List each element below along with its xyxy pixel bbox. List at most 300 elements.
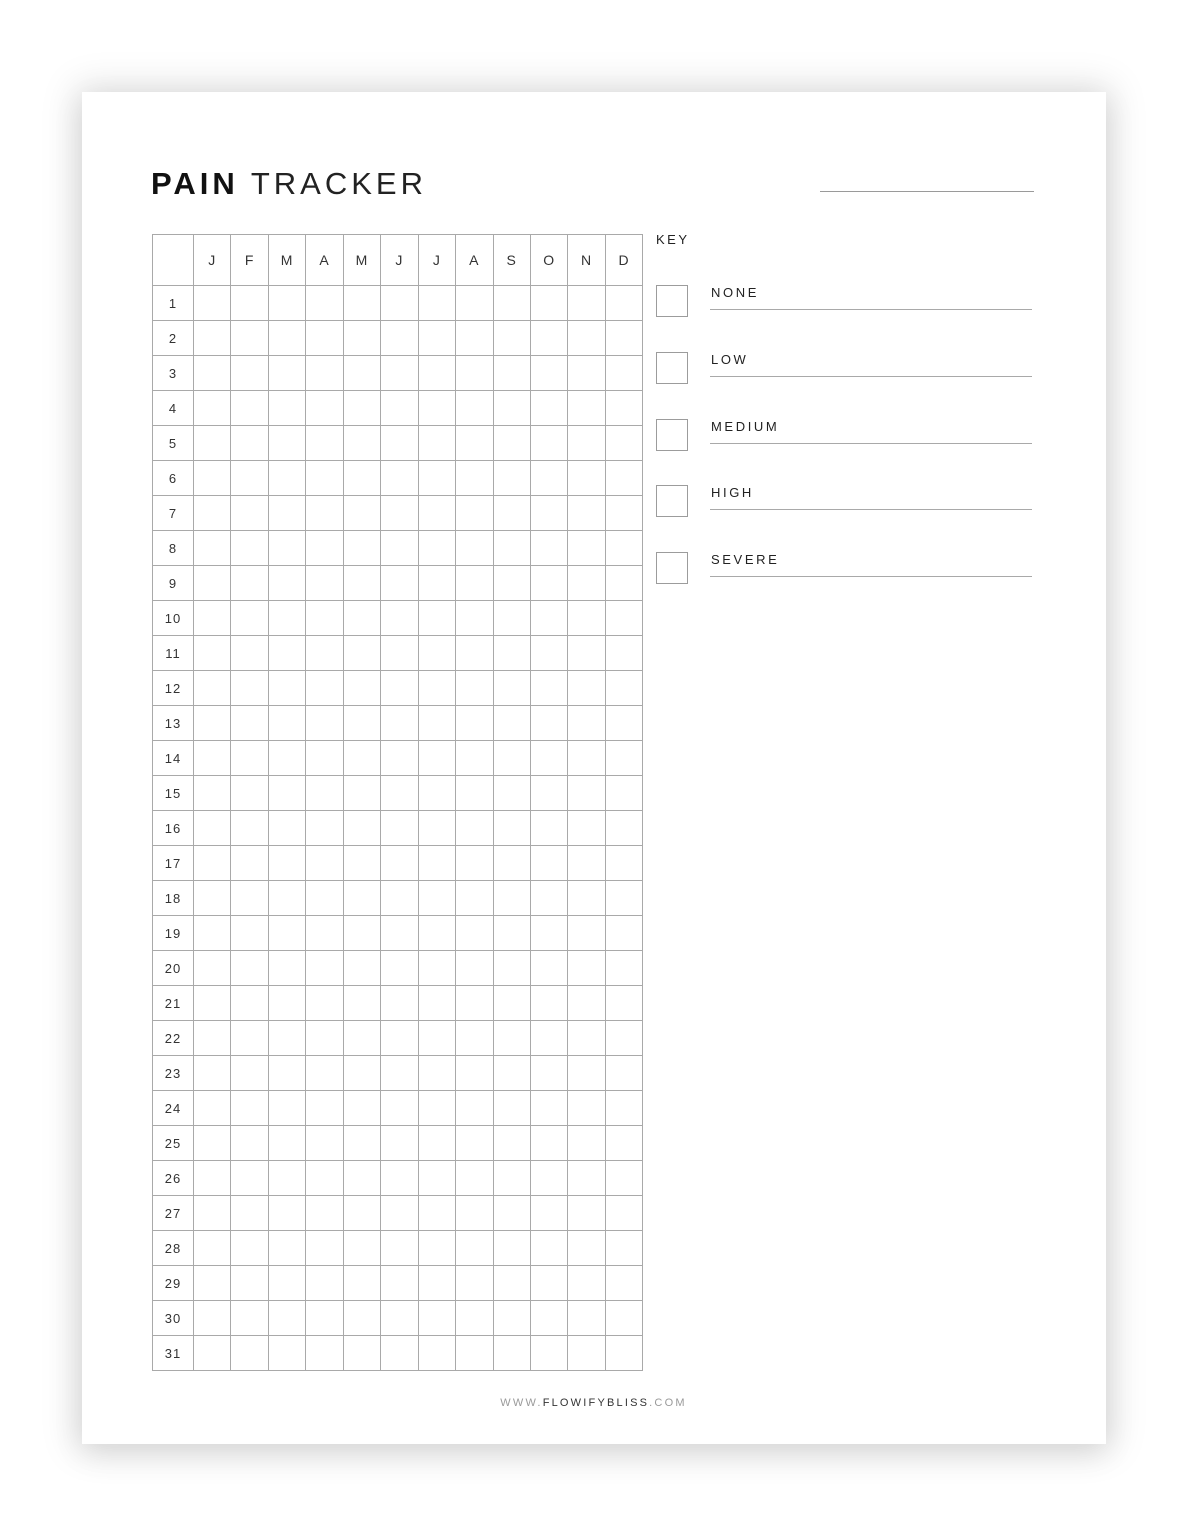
tracker-cell[interactable] (381, 566, 418, 601)
tracker-cell[interactable] (493, 496, 530, 531)
tracker-cell[interactable] (231, 1021, 268, 1056)
tracker-cell[interactable] (530, 286, 567, 321)
tracker-cell[interactable] (194, 881, 231, 916)
tracker-cell[interactable] (343, 1231, 380, 1266)
tracker-cell[interactable] (530, 881, 567, 916)
tracker-cell[interactable] (418, 601, 455, 636)
tracker-cell[interactable] (530, 951, 567, 986)
tracker-cell[interactable] (306, 426, 343, 461)
tracker-cell[interactable] (418, 1196, 455, 1231)
tracker-cell[interactable] (268, 601, 305, 636)
tracker-cell[interactable] (268, 1161, 305, 1196)
tracker-cell[interactable] (306, 286, 343, 321)
tracker-cell[interactable] (605, 286, 642, 321)
tracker-cell[interactable] (418, 951, 455, 986)
tracker-cell[interactable] (456, 811, 493, 846)
tracker-cell[interactable] (418, 531, 455, 566)
tracker-cell[interactable] (456, 566, 493, 601)
tracker-cell[interactable] (343, 601, 380, 636)
tracker-cell[interactable] (456, 1021, 493, 1056)
tracker-cell[interactable] (306, 1161, 343, 1196)
tracker-cell[interactable] (456, 356, 493, 391)
tracker-cell[interactable] (456, 951, 493, 986)
tracker-cell[interactable] (231, 496, 268, 531)
tracker-cell[interactable] (568, 671, 605, 706)
tracker-cell[interactable] (306, 496, 343, 531)
tracker-cell[interactable] (231, 986, 268, 1021)
tracker-cell[interactable] (268, 1336, 305, 1371)
tracker-cell[interactable] (194, 356, 231, 391)
tracker-cell[interactable] (381, 986, 418, 1021)
tracker-cell[interactable] (268, 286, 305, 321)
tracker-cell[interactable] (268, 461, 305, 496)
tracker-cell[interactable] (568, 741, 605, 776)
tracker-cell[interactable] (568, 636, 605, 671)
tracker-cell[interactable] (530, 1126, 567, 1161)
tracker-cell[interactable] (381, 1161, 418, 1196)
tracker-cell[interactable] (418, 1056, 455, 1091)
tracker-cell[interactable] (493, 1231, 530, 1266)
tracker-cell[interactable] (493, 636, 530, 671)
tracker-cell[interactable] (568, 951, 605, 986)
tracker-cell[interactable] (418, 706, 455, 741)
tracker-cell[interactable] (456, 426, 493, 461)
date-write-line[interactable] (820, 191, 1034, 192)
tracker-cell[interactable] (530, 636, 567, 671)
tracker-cell[interactable] (381, 1196, 418, 1231)
tracker-cell[interactable] (568, 286, 605, 321)
tracker-cell[interactable] (418, 356, 455, 391)
tracker-cell[interactable] (605, 1231, 642, 1266)
tracker-cell[interactable] (306, 846, 343, 881)
tracker-cell[interactable] (568, 391, 605, 426)
tracker-cell[interactable] (231, 671, 268, 706)
tracker-cell[interactable] (343, 1161, 380, 1196)
tracker-cell[interactable] (306, 1056, 343, 1091)
tracker-cell[interactable] (456, 881, 493, 916)
tracker-cell[interactable] (306, 1021, 343, 1056)
tracker-cell[interactable] (194, 1196, 231, 1231)
tracker-cell[interactable] (568, 461, 605, 496)
tracker-cell[interactable] (231, 1196, 268, 1231)
tracker-cell[interactable] (493, 601, 530, 636)
tracker-cell[interactable] (530, 811, 567, 846)
tracker-cell[interactable] (268, 1021, 305, 1056)
tracker-cell[interactable] (381, 776, 418, 811)
tracker-cell[interactable] (343, 1196, 380, 1231)
tracker-cell[interactable] (605, 916, 642, 951)
tracker-cell[interactable] (194, 566, 231, 601)
key-color-box[interactable] (656, 352, 688, 384)
tracker-cell[interactable] (343, 986, 380, 1021)
tracker-cell[interactable] (418, 1231, 455, 1266)
tracker-cell[interactable] (493, 916, 530, 951)
tracker-cell[interactable] (194, 776, 231, 811)
tracker-cell[interactable] (568, 916, 605, 951)
tracker-cell[interactable] (530, 706, 567, 741)
tracker-cell[interactable] (268, 1266, 305, 1301)
tracker-cell[interactable] (568, 1336, 605, 1371)
tracker-cell[interactable] (530, 356, 567, 391)
tracker-cell[interactable] (605, 1301, 642, 1336)
tracker-cell[interactable] (268, 426, 305, 461)
tracker-cell[interactable] (231, 1301, 268, 1336)
tracker-cell[interactable] (568, 1091, 605, 1126)
tracker-cell[interactable] (418, 321, 455, 356)
tracker-cell[interactable] (306, 706, 343, 741)
tracker-cell[interactable] (530, 986, 567, 1021)
tracker-cell[interactable] (456, 741, 493, 776)
tracker-cell[interactable] (268, 566, 305, 601)
tracker-cell[interactable] (530, 1091, 567, 1126)
tracker-cell[interactable] (418, 776, 455, 811)
tracker-cell[interactable] (493, 881, 530, 916)
tracker-cell[interactable] (306, 1231, 343, 1266)
tracker-cell[interactable] (568, 356, 605, 391)
tracker-cell[interactable] (306, 321, 343, 356)
tracker-cell[interactable] (418, 461, 455, 496)
tracker-cell[interactable] (306, 951, 343, 986)
tracker-cell[interactable] (530, 1196, 567, 1231)
tracker-cell[interactable] (605, 1336, 642, 1371)
tracker-cell[interactable] (231, 811, 268, 846)
tracker-cell[interactable] (381, 881, 418, 916)
tracker-cell[interactable] (530, 671, 567, 706)
tracker-cell[interactable] (268, 356, 305, 391)
tracker-cell[interactable] (343, 1301, 380, 1336)
tracker-cell[interactable] (456, 1056, 493, 1091)
tracker-cell[interactable] (231, 1091, 268, 1126)
tracker-cell[interactable] (605, 496, 642, 531)
tracker-cell[interactable] (381, 286, 418, 321)
tracker-cell[interactable] (231, 1266, 268, 1301)
tracker-cell[interactable] (605, 1126, 642, 1161)
tracker-cell[interactable] (530, 1231, 567, 1266)
tracker-cell[interactable] (418, 1301, 455, 1336)
tracker-cell[interactable] (231, 461, 268, 496)
tracker-cell[interactable] (194, 846, 231, 881)
tracker-cell[interactable] (493, 1266, 530, 1301)
tracker-cell[interactable] (268, 706, 305, 741)
tracker-cell[interactable] (530, 426, 567, 461)
tracker-cell[interactable] (493, 286, 530, 321)
tracker-cell[interactable] (456, 1301, 493, 1336)
tracker-cell[interactable] (605, 356, 642, 391)
tracker-cell[interactable] (530, 566, 567, 601)
tracker-cell[interactable] (194, 321, 231, 356)
tracker-cell[interactable] (456, 496, 493, 531)
tracker-cell[interactable] (381, 321, 418, 356)
tracker-cell[interactable] (268, 881, 305, 916)
tracker-cell[interactable] (418, 846, 455, 881)
tracker-cell[interactable] (530, 391, 567, 426)
tracker-cell[interactable] (194, 1021, 231, 1056)
tracker-cell[interactable] (343, 706, 380, 741)
tracker-cell[interactable] (530, 1021, 567, 1056)
tracker-cell[interactable] (194, 1056, 231, 1091)
tracker-cell[interactable] (194, 1161, 231, 1196)
tracker-cell[interactable] (456, 601, 493, 636)
tracker-cell[interactable] (418, 636, 455, 671)
tracker-cell[interactable] (568, 1056, 605, 1091)
tracker-cell[interactable] (568, 881, 605, 916)
tracker-cell[interactable] (343, 1336, 380, 1371)
tracker-cell[interactable] (268, 531, 305, 566)
tracker-cell[interactable] (381, 496, 418, 531)
tracker-cell[interactable] (456, 1231, 493, 1266)
tracker-cell[interactable] (493, 741, 530, 776)
tracker-cell[interactable] (343, 426, 380, 461)
tracker-cell[interactable] (568, 531, 605, 566)
tracker-cell[interactable] (381, 636, 418, 671)
tracker-cell[interactable] (418, 811, 455, 846)
key-color-box[interactable] (656, 552, 688, 584)
tracker-cell[interactable] (306, 986, 343, 1021)
tracker-cell[interactable] (343, 671, 380, 706)
tracker-cell[interactable] (343, 1266, 380, 1301)
tracker-cell[interactable] (194, 286, 231, 321)
tracker-cell[interactable] (268, 391, 305, 426)
tracker-cell[interactable] (568, 811, 605, 846)
tracker-cell[interactable] (268, 671, 305, 706)
tracker-cell[interactable] (231, 846, 268, 881)
tracker-cell[interactable] (231, 916, 268, 951)
tracker-cell[interactable] (456, 1266, 493, 1301)
tracker-cell[interactable] (194, 811, 231, 846)
tracker-cell[interactable] (381, 1266, 418, 1301)
key-color-box[interactable] (656, 419, 688, 451)
tracker-cell[interactable] (605, 461, 642, 496)
tracker-cell[interactable] (456, 1091, 493, 1126)
tracker-cell[interactable] (343, 566, 380, 601)
tracker-cell[interactable] (306, 636, 343, 671)
tracker-cell[interactable] (605, 601, 642, 636)
tracker-cell[interactable] (343, 1091, 380, 1126)
tracker-cell[interactable] (231, 951, 268, 986)
tracker-cell[interactable] (343, 1126, 380, 1161)
tracker-cell[interactable] (605, 1021, 642, 1056)
tracker-cell[interactable] (268, 1091, 305, 1126)
tracker-cell[interactable] (418, 566, 455, 601)
tracker-cell[interactable] (530, 1301, 567, 1336)
tracker-cell[interactable] (306, 1336, 343, 1371)
tracker-cell[interactable] (194, 1266, 231, 1301)
tracker-cell[interactable] (605, 321, 642, 356)
tracker-cell[interactable] (418, 1266, 455, 1301)
tracker-cell[interactable] (568, 321, 605, 356)
tracker-cell[interactable] (493, 356, 530, 391)
tracker-cell[interactable] (231, 1056, 268, 1091)
tracker-cell[interactable] (530, 1266, 567, 1301)
tracker-cell[interactable] (194, 741, 231, 776)
tracker-cell[interactable] (381, 671, 418, 706)
tracker-cell[interactable] (343, 916, 380, 951)
tracker-cell[interactable] (194, 671, 231, 706)
tracker-cell[interactable] (418, 916, 455, 951)
tracker-cell[interactable] (456, 1336, 493, 1371)
tracker-cell[interactable] (381, 916, 418, 951)
tracker-cell[interactable] (381, 1231, 418, 1266)
tracker-cell[interactable] (381, 426, 418, 461)
tracker-cell[interactable] (381, 391, 418, 426)
tracker-cell[interactable] (456, 636, 493, 671)
tracker-cell[interactable] (456, 776, 493, 811)
key-write-line[interactable] (710, 509, 1032, 510)
tracker-cell[interactable] (381, 601, 418, 636)
tracker-cell[interactable] (530, 321, 567, 356)
tracker-cell[interactable] (605, 531, 642, 566)
tracker-cell[interactable] (530, 916, 567, 951)
tracker-cell[interactable] (306, 776, 343, 811)
tracker-cell[interactable] (268, 951, 305, 986)
tracker-cell[interactable] (268, 321, 305, 356)
tracker-cell[interactable] (605, 1056, 642, 1091)
tracker-cell[interactable] (306, 391, 343, 426)
tracker-cell[interactable] (343, 496, 380, 531)
tracker-cell[interactable] (493, 1126, 530, 1161)
tracker-cell[interactable] (343, 1056, 380, 1091)
tracker-cell[interactable] (493, 671, 530, 706)
tracker-cell[interactable] (418, 1126, 455, 1161)
tracker-cell[interactable] (194, 636, 231, 671)
tracker-cell[interactable] (268, 496, 305, 531)
tracker-cell[interactable] (194, 461, 231, 496)
tracker-cell[interactable] (493, 566, 530, 601)
tracker-cell[interactable] (456, 986, 493, 1021)
tracker-cell[interactable] (605, 706, 642, 741)
tracker-cell[interactable] (530, 1056, 567, 1091)
tracker-cell[interactable] (194, 531, 231, 566)
tracker-cell[interactable] (306, 1301, 343, 1336)
tracker-cell[interactable] (231, 706, 268, 741)
tracker-cell[interactable] (530, 741, 567, 776)
tracker-cell[interactable] (306, 566, 343, 601)
tracker-cell[interactable] (231, 1336, 268, 1371)
tracker-cell[interactable] (306, 671, 343, 706)
tracker-cell[interactable] (268, 846, 305, 881)
tracker-cell[interactable] (568, 846, 605, 881)
tracker-cell[interactable] (231, 286, 268, 321)
tracker-cell[interactable] (568, 1021, 605, 1056)
tracker-cell[interactable] (306, 531, 343, 566)
tracker-cell[interactable] (343, 776, 380, 811)
tracker-cell[interactable] (605, 951, 642, 986)
tracker-cell[interactable] (268, 776, 305, 811)
tracker-cell[interactable] (530, 461, 567, 496)
tracker-cell[interactable] (194, 601, 231, 636)
tracker-cell[interactable] (194, 1336, 231, 1371)
tracker-cell[interactable] (605, 986, 642, 1021)
tracker-cell[interactable] (231, 601, 268, 636)
tracker-cell[interactable] (530, 531, 567, 566)
tracker-cell[interactable] (418, 496, 455, 531)
tracker-cell[interactable] (268, 1126, 305, 1161)
tracker-cell[interactable] (268, 916, 305, 951)
tracker-cell[interactable] (306, 1196, 343, 1231)
tracker-cell[interactable] (456, 531, 493, 566)
tracker-cell[interactable] (530, 1336, 567, 1371)
tracker-cell[interactable] (568, 496, 605, 531)
tracker-cell[interactable] (568, 601, 605, 636)
tracker-cell[interactable] (418, 881, 455, 916)
tracker-cell[interactable] (306, 916, 343, 951)
tracker-cell[interactable] (418, 426, 455, 461)
key-write-line[interactable] (710, 443, 1032, 444)
tracker-cell[interactable] (381, 741, 418, 776)
tracker-cell[interactable] (306, 1091, 343, 1126)
tracker-cell[interactable] (530, 846, 567, 881)
tracker-cell[interactable] (343, 881, 380, 916)
tracker-cell[interactable] (268, 811, 305, 846)
tracker-cell[interactable] (605, 636, 642, 671)
tracker-cell[interactable] (493, 1056, 530, 1091)
tracker-cell[interactable] (231, 1161, 268, 1196)
tracker-cell[interactable] (605, 1196, 642, 1231)
tracker-cell[interactable] (418, 1021, 455, 1056)
key-write-line[interactable] (710, 376, 1032, 377)
tracker-cell[interactable] (605, 846, 642, 881)
tracker-cell[interactable] (568, 1266, 605, 1301)
tracker-cell[interactable] (493, 1301, 530, 1336)
tracker-cell[interactable] (381, 1336, 418, 1371)
tracker-cell[interactable] (493, 706, 530, 741)
tracker-cell[interactable] (381, 951, 418, 986)
tracker-cell[interactable] (268, 986, 305, 1021)
tracker-cell[interactable] (343, 846, 380, 881)
tracker-cell[interactable] (456, 846, 493, 881)
tracker-cell[interactable] (381, 356, 418, 391)
tracker-cell[interactable] (418, 1161, 455, 1196)
tracker-cell[interactable] (268, 1301, 305, 1336)
tracker-cell[interactable] (268, 1056, 305, 1091)
tracker-cell[interactable] (231, 881, 268, 916)
tracker-cell[interactable] (194, 1126, 231, 1161)
key-write-line[interactable] (710, 576, 1032, 577)
tracker-cell[interactable] (231, 776, 268, 811)
tracker-cell[interactable] (568, 1231, 605, 1266)
tracker-cell[interactable] (568, 706, 605, 741)
tracker-cell[interactable] (493, 531, 530, 566)
tracker-cell[interactable] (306, 601, 343, 636)
tracker-cell[interactable] (493, 1336, 530, 1371)
tracker-cell[interactable] (456, 671, 493, 706)
tracker-cell[interactable] (194, 1091, 231, 1126)
tracker-cell[interactable] (194, 706, 231, 741)
tracker-cell[interactable] (194, 951, 231, 986)
tracker-cell[interactable] (381, 1301, 418, 1336)
key-color-box[interactable] (656, 285, 688, 317)
tracker-cell[interactable] (568, 566, 605, 601)
tracker-cell[interactable] (231, 391, 268, 426)
tracker-cell[interactable] (493, 321, 530, 356)
tracker-cell[interactable] (418, 986, 455, 1021)
tracker-cell[interactable] (493, 776, 530, 811)
tracker-cell[interactable] (231, 426, 268, 461)
tracker-cell[interactable] (231, 321, 268, 356)
tracker-cell[interactable] (568, 776, 605, 811)
tracker-cell[interactable] (568, 986, 605, 1021)
tracker-cell[interactable] (418, 1336, 455, 1371)
tracker-cell[interactable] (268, 741, 305, 776)
tracker-cell[interactable] (231, 1231, 268, 1266)
tracker-cell[interactable] (605, 776, 642, 811)
key-color-box[interactable] (656, 485, 688, 517)
tracker-cell[interactable] (381, 706, 418, 741)
tracker-cell[interactable] (381, 1056, 418, 1091)
tracker-cell[interactable] (493, 951, 530, 986)
tracker-cell[interactable] (381, 461, 418, 496)
tracker-cell[interactable] (268, 1231, 305, 1266)
